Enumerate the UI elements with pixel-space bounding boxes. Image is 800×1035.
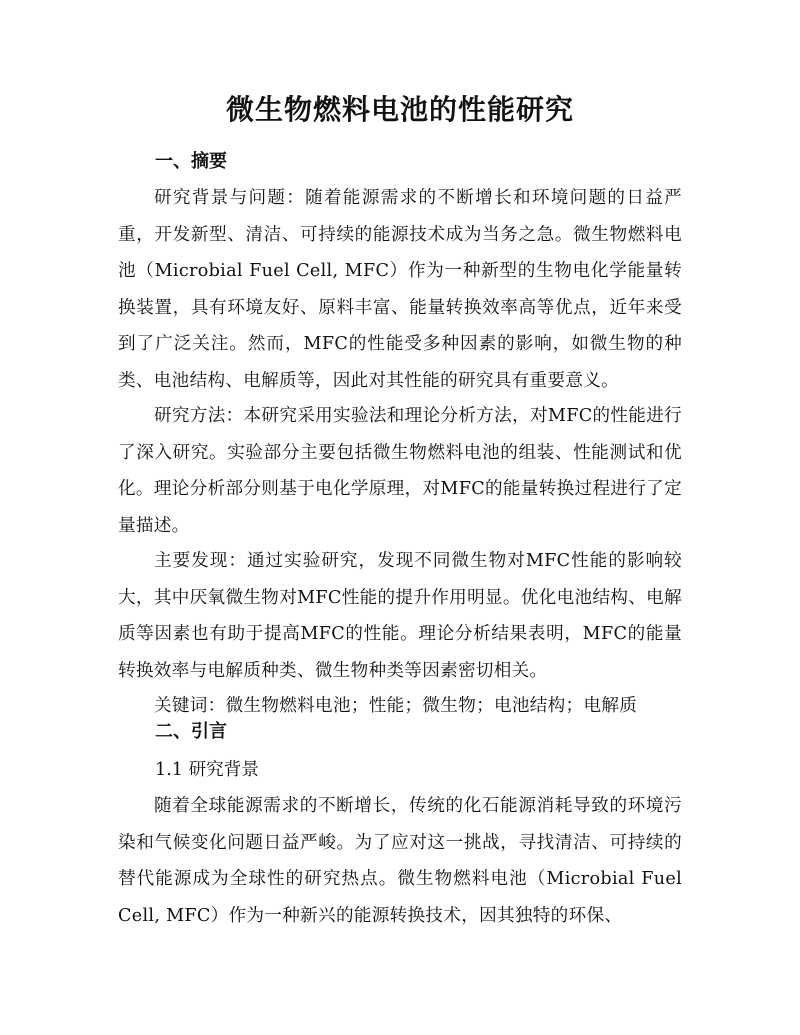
method-paragraph: 研究方法：本研究采用实验法和理论分析方法，对MFC的性能进行了深入研究。实验部分主要包括微生物燃料电池的组装、性能测试和优化。理论分析部分则基于电化学原理，对MFC的能量转换过程进行了定量描述。	[118, 406, 682, 536]
abstract-heading: 一、摘要	[155, 151, 227, 172]
document-title: 微生物燃料电池的性能研究	[225, 93, 574, 126]
research-background-subheading: 1.1 研究背景	[155, 760, 259, 780]
findings-paragraph: 主要发现：通过实验研究，发现不同微生物对MFC性能的影响较大，其中厌氧微生物对MFC性能的提升作用明显。优化电池结构、电解质等因素也有助于提高MFC的性能。理论分析结果表明，MFC的能量转换效率与电解质种类、微生物种类等因素密切相关。	[118, 551, 682, 681]
introduction-heading: 二、引言	[155, 721, 227, 742]
background-paragraph: 研究背景与问题：随着能源需求的不断增长和环境问题的日益严重，开发新型、清洁、可持续的能源技术成为当务之急。微生物燃料电池（Microbial Fuel Cell, MFC）作为一种新型的生物电化学能量转换装置，具有环境友好、原料丰富、能量转换效率高等优点，近年来受到了广泛关注。然而，MFC的性能受多种因素的影响，如微生物的种类、电池结构、电解质等，因此对其性能的研究具有重要意义。	[118, 188, 682, 391]
introduction-paragraph: 随着全球能源需求的不断增长，传统的化石能源消耗导致的环境污染和气候变化问题日益严峻。为了应对这一挑战，寻找清洁、可持续的替代能源成为全球性的研究热点。微生物燃料电池（Microbial Fuel Cell, MFC）作为一种新兴的能源转换技术，因其独特的环保、	[118, 796, 682, 926]
keywords-paragraph: 关键词：微生物燃料电池；性能；微生物；电池结构；电解质	[154, 696, 638, 716]
